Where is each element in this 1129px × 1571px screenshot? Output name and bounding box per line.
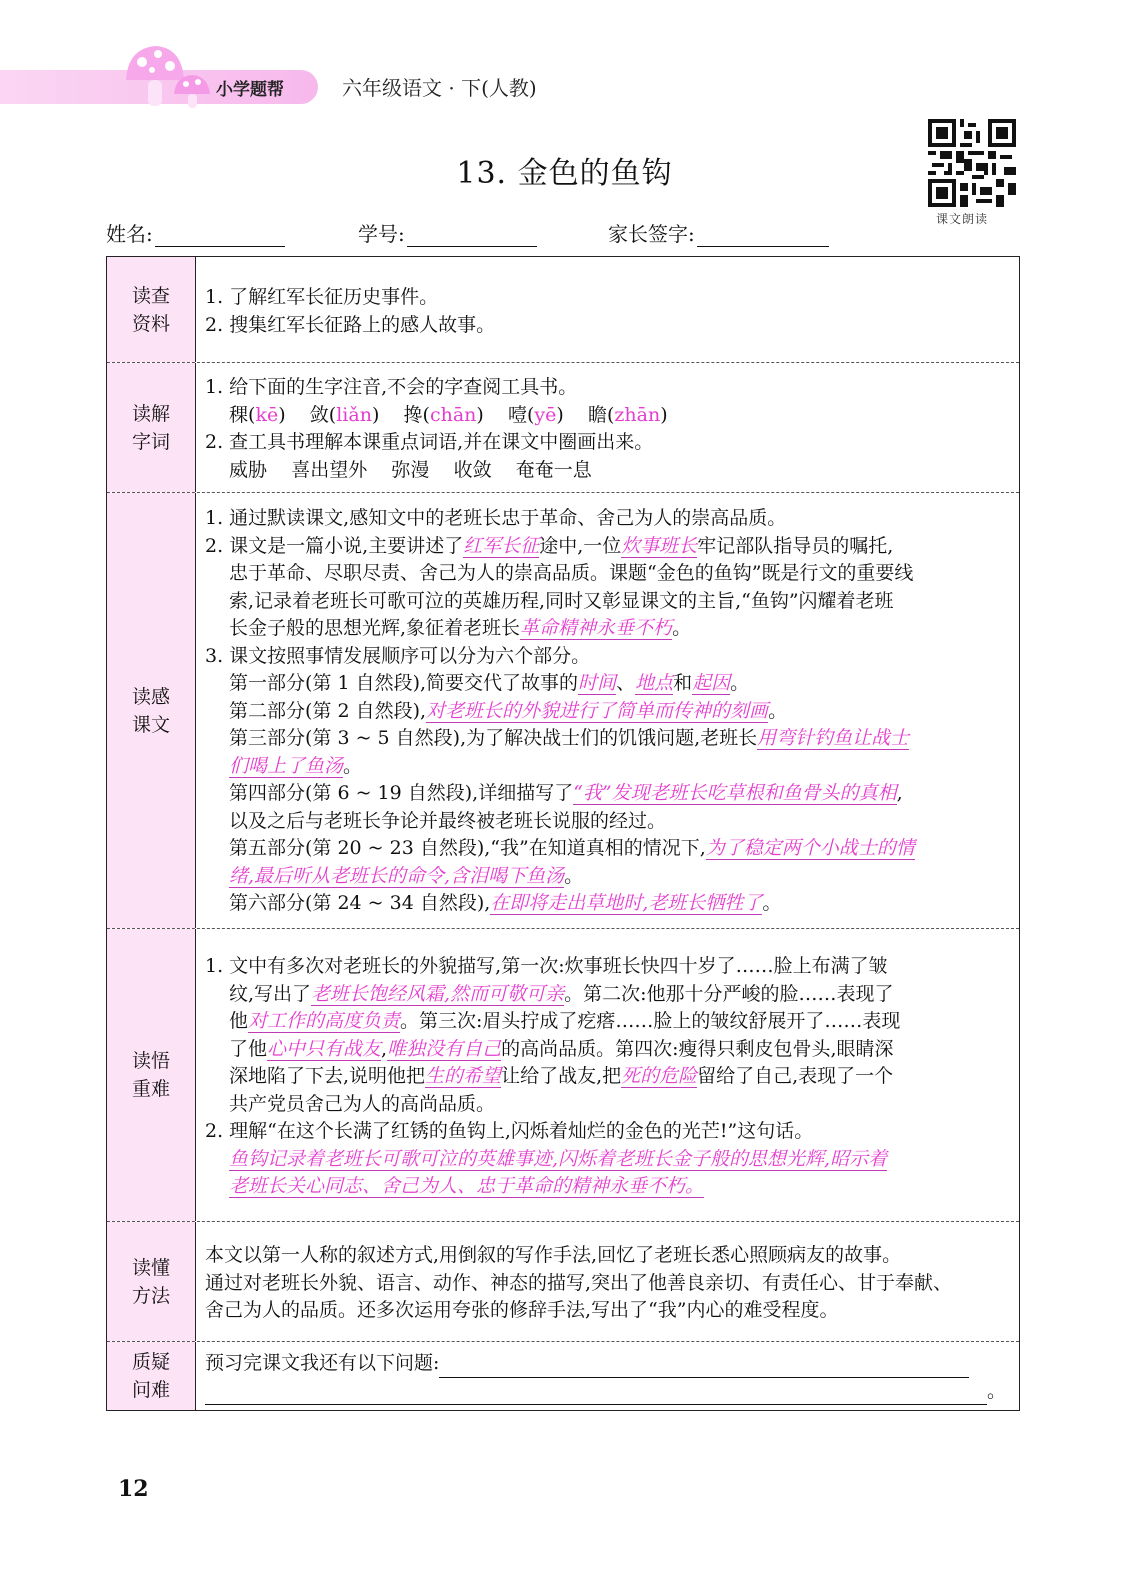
- section-label: 读解 字词: [107, 363, 196, 492]
- section-body: [205, 284, 1009, 339]
- text-line: 以及之后与老班长争论并最终被老班长说服的经过。: [229, 809, 667, 832]
- section-questions: [107, 1342, 1019, 1410]
- text-line: 2. 理解“在这个长满了红锈的鱼钩上,闪烁着灿烂的金色的光芒!”这句话。: [205, 1120, 814, 1142]
- answer-text: 死的危险: [621, 1065, 698, 1087]
- answer-text: 时间: [578, 672, 617, 694]
- answer-text: 生的希望: [425, 1065, 502, 1087]
- section-body: [205, 953, 1009, 1201]
- answer-text: 老班长关心同志、舍己为人、忠于革命的精神永垂不朽。: [229, 1175, 705, 1197]
- text-line: 忠于革命、尽职尽责、舍己为人的崇高品质。课题“金色的鱼钩”既是行文的重要线: [229, 562, 914, 584]
- text-line: 2. 搜集红军长征路上的感人故事。: [205, 313, 496, 336]
- text-line: 了他心中只有战友,唯独没有自己的高尚品质。第四次:瘦得只剩皮包骨头,眼睛深: [229, 1037, 894, 1060]
- page-number: 12: [118, 1476, 149, 1502]
- section-body: [205, 505, 1009, 918]
- parent-signature-field[interactable]: [608, 218, 829, 247]
- student-number-label: 学号:: [358, 222, 405, 246]
- answer-text: 炊事班长: [621, 534, 698, 557]
- section-research: [107, 257, 1019, 363]
- student-info-row: [106, 218, 1006, 248]
- section-methods: [107, 1222, 1019, 1342]
- answer-text: 起因: [692, 672, 731, 694]
- answer-text: 们喝上了鱼汤: [229, 754, 344, 777]
- text-line: 共产党员舍己为人的高尚品质。: [229, 1092, 496, 1115]
- student-number-field[interactable]: [358, 218, 537, 247]
- answer-text: 心中只有战友: [267, 1037, 382, 1060]
- answer-text: 鱼钩记录着老班长可歌可泣的英雄事迹,闪烁着老班长金子般的思想光辉,昭示着: [229, 1147, 888, 1170]
- text-line: 们喝上了鱼汤。: [229, 754, 363, 777]
- text-line: 第一部分(第 1 自然段),简要交代了故事的时间、地点和起因。: [229, 672, 750, 694]
- text-line: 通过对老班长外貌、语言、动作、神态的描写,突出了他善良亲切、有责任心、甘于奉献、: [205, 1271, 953, 1294]
- pinyin-answer: kē: [255, 403, 279, 426]
- text-line: 3. 课文按照事情发展顺序可以分为六个部分。: [205, 644, 591, 667]
- text-line: 1. 给下面的生字注音,不会的字查阅工具书。: [205, 376, 578, 398]
- section-label: 读悟 重难: [107, 929, 196, 1221]
- pinyin-answer: chān: [429, 403, 477, 426]
- parent-signature-label: 家长签字:: [608, 222, 695, 246]
- qr-code-icon[interactable]: [928, 119, 1016, 207]
- pinyin-answer: liǎn: [336, 403, 372, 426]
- worksheet-table: [106, 256, 1020, 1411]
- text-line: 2. 课文是一篇小说,主要讲述了红军长征途中,一位炊事班长牢记部队指导员的嘱托,: [205, 534, 894, 557]
- qr-label: 课文朗读: [936, 212, 989, 226]
- text-line: 纹,写出了老班长饱经风霜,然而可敬可亲。第二次:他那十分严峻的脸……表现了: [229, 982, 894, 1005]
- section-body: [205, 1242, 1009, 1325]
- text-line: 长金子般的思想光辉,象征着老班长革命精神永垂不朽。: [229, 617, 692, 639]
- answer-text: 红军长征: [463, 534, 540, 557]
- section-body: [205, 374, 1009, 484]
- text-line: 第三部分(第 3 ~ 5 自然段),为了解决战士们的饥饿问题,老班长用弯针钓鱼让战士: [229, 727, 910, 749]
- questions-line[interactable]: 预习完课文我还有以下问题:: [205, 1350, 1009, 1378]
- text-line: 绪,最后听从老班长的命令,含泪喝下鱼汤。: [229, 864, 584, 887]
- text-line: 1. 文中有多次对老班长的外貌描写,第一次:炊事班长快四十岁了……脸上布满了皱: [205, 955, 888, 977]
- section-body: [205, 1350, 1009, 1405]
- text-line: 1. 通过默读课文,感知文中的老班长忠于革命、舍己为人的崇高品质。: [205, 507, 787, 529]
- text-line: 第六部分(第 24 ~ 34 自然段),在即将走出草地时,老班长牺牲了。: [229, 892, 782, 914]
- answer-text: 唯独没有自己: [387, 1037, 502, 1060]
- section-key-points: [107, 929, 1019, 1222]
- section-vocabulary: [107, 363, 1019, 493]
- answer-text: 为了稳定两个小战士的情: [705, 837, 915, 859]
- text-line: 他对工作的高度负责。第三次:眉头拧成了疙瘩……脸上的皱纹舒展开了……表现: [229, 1010, 901, 1032]
- section-label: 读感 课文: [107, 493, 196, 928]
- text-line: 第四部分(第 6 ~ 19 自然段),详细描写了“我”发现老班长吃草根和鱼骨头的真相,: [229, 782, 903, 804]
- answer-text: 老班长饱经风霜,然而可敬可亲: [311, 982, 565, 1005]
- text-line: 索,记录着老班长可歌可泣的英雄历程,同时又彰显课文的主旨,“鱼钩”闪耀着老班: [229, 589, 894, 612]
- name-label: 姓名:: [106, 222, 153, 246]
- name-field[interactable]: [106, 218, 285, 247]
- section-reading: [107, 493, 1019, 929]
- brand-name: 小学题帮: [216, 80, 284, 100]
- text-line: 1. 了解红军长征历史事件。: [205, 286, 439, 308]
- pinyin-line: 稞(kē) 敛(liǎn) 搀(chān) 噎(yē) 瞻(zhān): [229, 403, 668, 426]
- text-line: 舍己为人的品质。还多次运用夸张的修辞手法,写出了“我”内心的难受程度。: [205, 1299, 839, 1321]
- questions-line[interactable]: 。: [205, 1378, 1009, 1406]
- mushroom-logo-icon: [118, 40, 218, 112]
- answer-text: 地点: [635, 672, 674, 694]
- page-title: 13. 金色的鱼钩: [456, 156, 673, 191]
- text-line: 第五部分(第 20 ~ 23 自然段),“我”在知道真相的情况下,为了稳定两个小战士的情: [229, 837, 915, 859]
- answer-text: 绪,最后听从老班长的命令,含泪喝下鱼汤: [229, 864, 565, 887]
- text-line: 深地陷了下去,说明他把生的希望让给了战友,把死的危险留给了自己,表现了一个: [229, 1065, 894, 1087]
- text-line: 第二部分(第 2 自然段),对老班长的外貌进行了简单而传神的刻画。: [229, 699, 788, 722]
- answer-text: 对老班长的外貌进行了简单而传神的刻画: [426, 699, 769, 722]
- text-line: 本文以第一人称的叙述方式,用倒叙的写作手法,回忆了老班长悉心照顾病友的故事。: [205, 1244, 902, 1266]
- answer-text: 用弯针钓鱼让战士: [757, 727, 910, 749]
- answer-text: “我”发现老班长吃草根和鱼骨头的真相: [573, 782, 897, 804]
- grade-subject: 六年级语文 · 下(人教): [342, 76, 537, 100]
- answer-text: 在即将走出草地时,老班长牺牲了: [490, 892, 763, 914]
- answer-text: 对工作的高度负责: [248, 1010, 401, 1032]
- section-label: 读查 资料: [107, 257, 196, 362]
- text-line: 2. 查工具书理解本课重点词语,并在课文中圈画出来。: [205, 431, 654, 453]
- section-label: 质疑 问难: [107, 1342, 196, 1410]
- answer-text: 革命精神永垂不朽: [520, 617, 673, 639]
- pinyin-answer: yē: [534, 403, 557, 426]
- section-label: 读懂 方法: [107, 1222, 196, 1341]
- pinyin-answer: zhān: [614, 403, 661, 426]
- word-list: 威胁 喜出望外 弥漫 收敛 奄奄一息: [229, 458, 592, 481]
